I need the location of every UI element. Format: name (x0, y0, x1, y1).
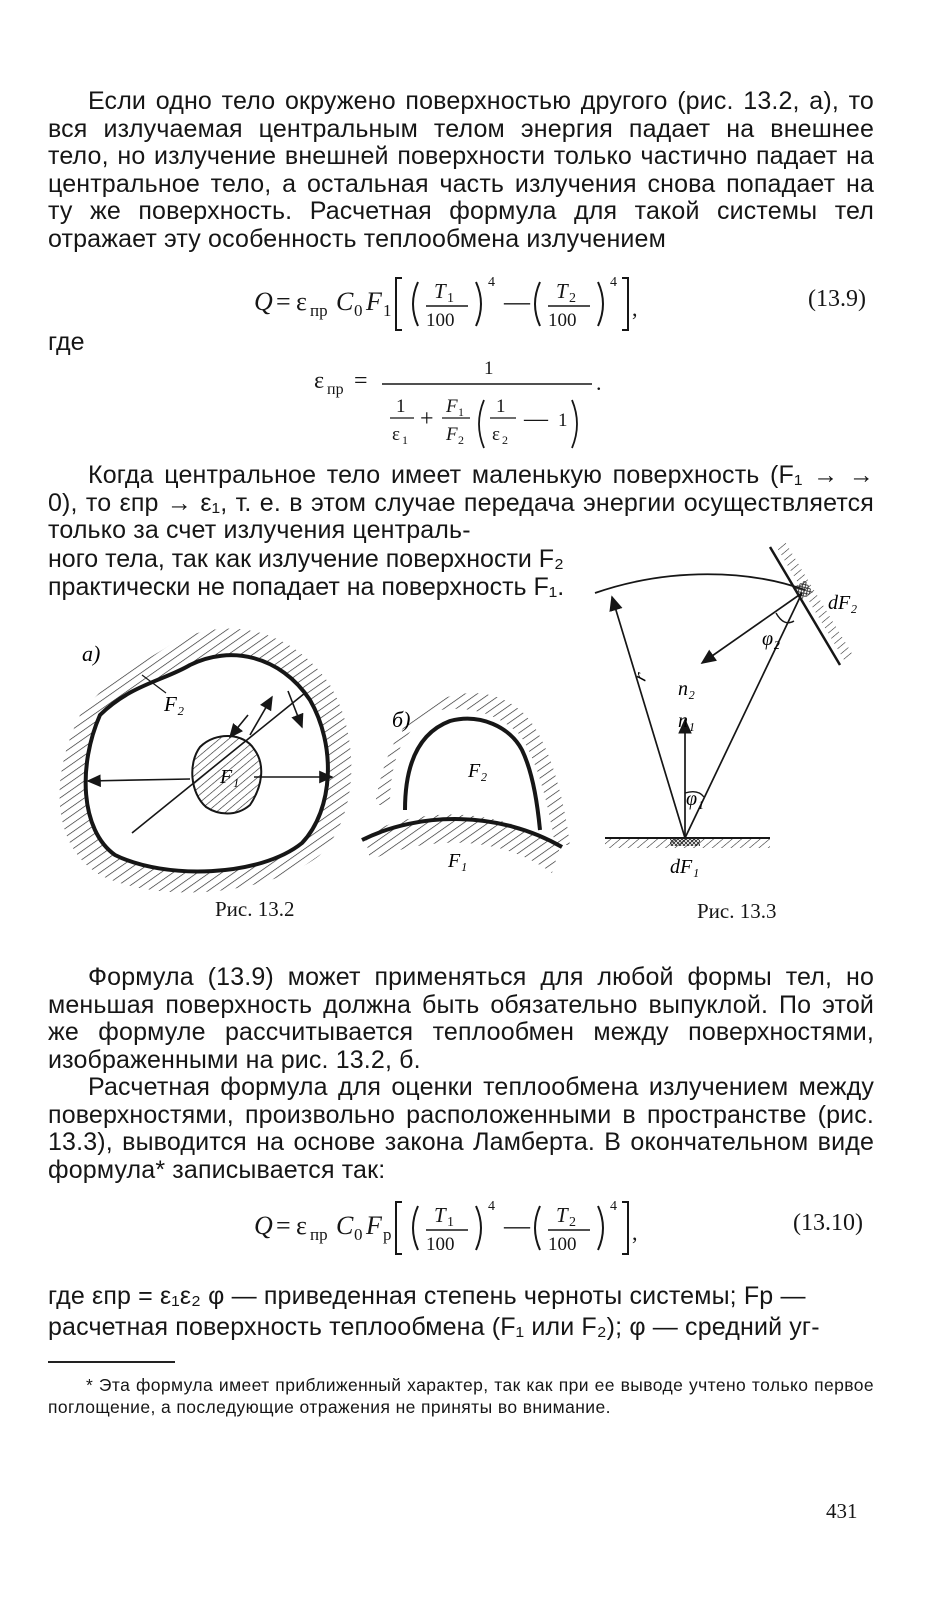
footnote: * Эта формула имеет приближенный характер, так как при ее выводе учтено только первое поглощение, а последующие отражения не приняты во внимание. (48, 1375, 874, 1417)
paragraph-central-body: Когда центральное тело имеет маленькую поверхность (F₁ → → 0), то εпр → ε₁, т. е. в этом случае передача энергии осуществляется только за счет излучения централь- (48, 461, 874, 544)
svg-text:0: 0 (354, 1225, 363, 1244)
figure-13-3-n2: n₂ (678, 678, 695, 700)
svg-text:,: , (632, 296, 638, 321)
svg-text:Q: Q (254, 1211, 273, 1240)
svg-text:пр: пр (327, 381, 344, 398)
figure-13-3-phi1: φ₁ (686, 788, 705, 810)
svg-text:ε: ε (296, 287, 307, 316)
svg-text:=: = (276, 1211, 291, 1240)
svg-text:T: T (434, 279, 446, 303)
svg-text:—: — (524, 406, 548, 432)
figure-13-3-r: r (628, 669, 653, 684)
svg-text:F: F (446, 396, 458, 417)
svg-text:1: 1 (402, 433, 408, 447)
svg-text:2: 2 (569, 1215, 576, 1230)
figure-13-2b-f2: F₂ (468, 760, 488, 782)
svg-text:р: р (383, 1225, 392, 1244)
svg-text:F: F (446, 424, 458, 445)
figure-13-2a-f1: F₁ (220, 766, 240, 788)
footnote-rule (48, 1361, 175, 1363)
svg-text:ε: ε (392, 424, 400, 445)
figure-13-3-df2: dF₂ (828, 592, 858, 614)
svg-text:1: 1 (484, 358, 494, 379)
figure-13-3-caption: Рис. 13.3 (697, 899, 777, 923)
svg-text:4: 4 (488, 275, 495, 290)
svg-text:F: F (366, 287, 382, 316)
paragraph-lambert: Расчетная формула для оценки теплообмена излучением между поверхностями, произвольно расположенными в пространстве (рис. 13.3), выводится на основе закона Ламберта. В окончательном виде формула* записывается так: (48, 1073, 874, 1184)
equation-number-13-10: (13.10) (793, 1210, 863, 1236)
figure-13-2a-label: а) (82, 641, 101, 666)
paragraph-definitions-line1: где εпр = ε₁ε₂ φ — приведенная степень черноты системы; Fр — (48, 1282, 806, 1310)
svg-text:1: 1 (383, 301, 392, 320)
svg-text:ε: ε (296, 1211, 307, 1240)
svg-text:ε: ε (492, 424, 500, 445)
svg-text:1: 1 (396, 396, 406, 417)
paragraph-formula-usage: Формула (13.9) может применяться для любой формы тел, но меньшая поверхность должна быть обязательно выпуклой. По этой же формуле рассчитывается теплообмен между поверхностями, изображенными на рис. 13.2, б. (48, 963, 874, 1074)
svg-text:C: C (336, 287, 354, 316)
svg-text:0: 0 (354, 301, 363, 320)
figure-13-2a-f2: F₂ (164, 692, 185, 716)
page-number: 431 (826, 1499, 858, 1523)
svg-text:100: 100 (426, 310, 455, 331)
figure-13-2b-f1: F₁ (448, 850, 468, 872)
where-label: где (48, 328, 85, 356)
svg-text:4: 4 (488, 1199, 495, 1214)
equation-number-13-9: (13.9) (808, 286, 866, 312)
svg-text:1: 1 (496, 396, 506, 417)
svg-text:4: 4 (610, 275, 617, 290)
svg-text:1: 1 (558, 410, 568, 431)
figure-13-2-caption: Рис. 13.2 (215, 897, 295, 921)
svg-text:T: T (556, 279, 568, 303)
svg-text:1: 1 (458, 405, 464, 419)
svg-text:.: . (596, 370, 602, 395)
svg-text:F: F (366, 1211, 382, 1240)
svg-text:—: — (504, 1211, 530, 1240)
svg-text:C: C (336, 1211, 354, 1240)
formula-13-10 (250, 1194, 670, 1258)
svg-text:Q: Q (254, 287, 273, 316)
svg-text:=: = (276, 287, 291, 316)
svg-text:2: 2 (569, 291, 576, 306)
svg-text:ε: ε (314, 368, 325, 394)
svg-text:+: + (420, 406, 434, 432)
figure-13-2 (40, 615, 585, 905)
figure-13-3 (590, 535, 880, 890)
svg-text:,: , (632, 1220, 638, 1245)
svg-text:2: 2 (502, 433, 508, 447)
figure-13-3-n1: n₁ (678, 710, 695, 732)
figure-13-3-df1: dF₁ (670, 856, 700, 878)
svg-text:T: T (434, 1203, 446, 1227)
svg-text:=: = (354, 368, 368, 394)
svg-text:2: 2 (458, 433, 464, 447)
svg-text:1: 1 (447, 1215, 454, 1230)
svg-text:100: 100 (548, 1234, 577, 1255)
svg-text:100: 100 (426, 1234, 455, 1255)
paragraph-central-body-line4: ного тела, так как излучение поверхности F₂ (48, 545, 564, 573)
svg-text:4: 4 (610, 1199, 617, 1214)
paragraph-central-body-line5: практически не попадает на поверхность F₁. (48, 573, 565, 601)
figure-13-3-phi2: φ₂ (762, 628, 781, 650)
svg-text:пр: пр (310, 1225, 328, 1244)
figure-13-2b-label: б) (392, 707, 411, 732)
svg-text:T: T (556, 1203, 568, 1227)
formula-epsilon-pr (310, 356, 610, 452)
svg-text:100: 100 (548, 310, 577, 331)
formula-13-9 (250, 270, 670, 334)
svg-text:пр: пр (310, 301, 328, 320)
svg-text:1: 1 (447, 291, 454, 306)
paragraph-intro: Если одно тело окружено поверхностью другого (рис. 13.2, а), то вся излучаемая центральным телом энергия падает на внешнее тело, но излучение внешней поверхности только частично падает на центральное тело, а остальная часть излучения снова попадает на ту же поверхность. Расчетная формула для такой системы тел отражает эту особенность теплообмена излучением (48, 87, 874, 253)
svg-text:—: — (504, 287, 530, 316)
paragraph-definitions-line2: расчетная поверхность теплообмена (F₁ или F₂); φ — средний уг- (48, 1313, 820, 1341)
